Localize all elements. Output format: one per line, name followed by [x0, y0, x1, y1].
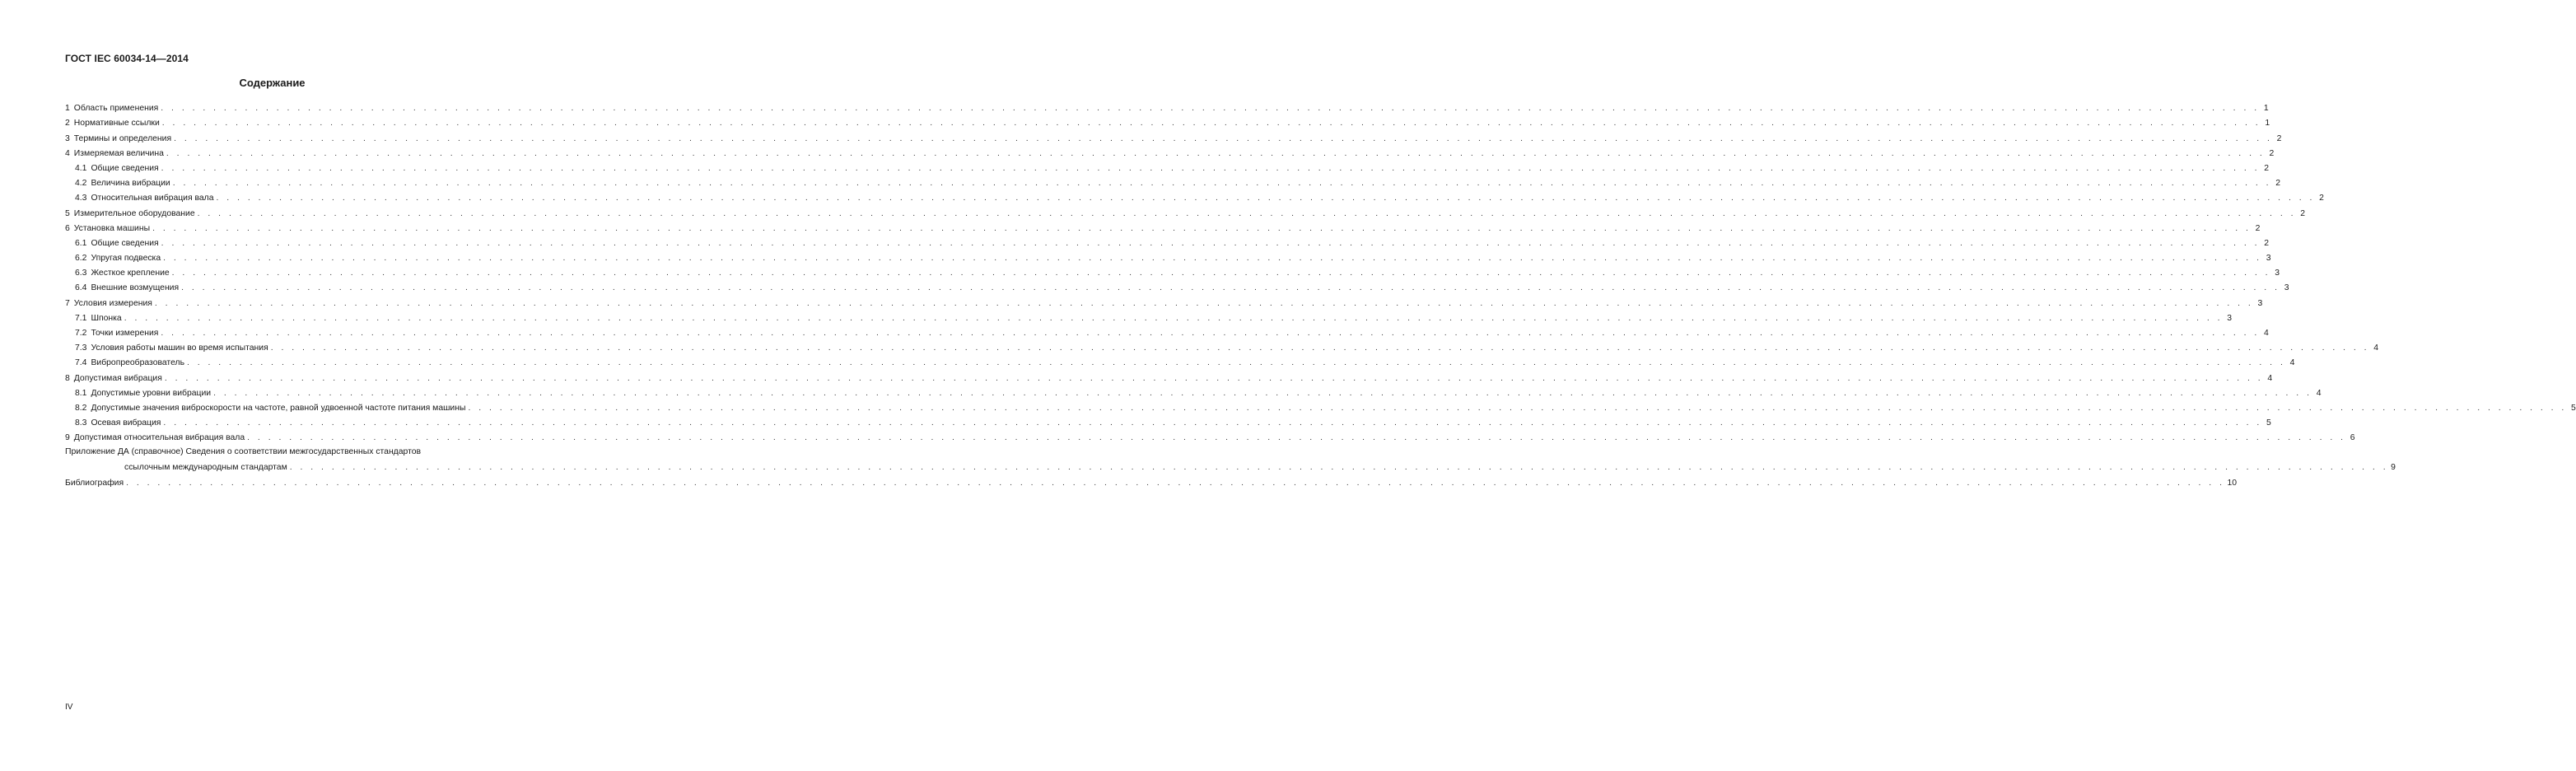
- toc-entry-page: 3: [2227, 313, 2233, 323]
- toc-entry-number: 8.1: [75, 388, 87, 398]
- toc-entry-page: 2: [2276, 133, 2282, 143]
- toc-entry-label: Шпонка: [91, 313, 122, 323]
- toc-entry-label: Допустимая относительная вибрация вала: [73, 433, 245, 443]
- toc-entry-number: 4.3: [75, 194, 87, 203]
- toc-entry[interactable]: [65, 160, 2270, 175]
- toc-leader-dots: . . . . . . . . . . . . . . . . . . . . . . . . . . . . . . . . . . . . . . . . . . . . . . . . . . . . . . . . . . . . . . . . . . . . . . . . . . . . . . . . . . . . . . . . . . . . . . . . . . . . . . . . . . . . . . . . . . . . . . . . . . . . . . . . . . . . . . . . . . . . . . . . . . . . . . . . . . . . . . . . . . . . . . . . . . . . . . . . . . . . . . . . . . . . . . . . . . . . . . . .: [172, 179, 2272, 189]
- toc-entry-label: Общие сведения: [91, 163, 159, 173]
- toc-entry[interactable]: [65, 204, 2305, 219]
- toc-leader-dots: . . . . . . . . . . . . . . . . . . . . . . . . . . . . . . . . . . . . . . . . . . . . . . . . . . . . . . . . . . . . . . . . . . . . . . . . . . . . . . . . . . . . . . . . . . . . . . . . . . . . . . . . . . . . . . . . . . . . . . . . . . . . . . . . . . . . . . . . . . . . . . . . . . . . . . . . . . . . . . . . . . . . . . . . . . . . . . . . . . . . . . . . . . . . . . . . . . . . . . . .: [213, 388, 2312, 398]
- toc-entry-number: 6: [65, 223, 70, 233]
- toc-entry-page: 2: [2264, 163, 2270, 173]
- toc-entry-number: 4.2: [75, 179, 87, 189]
- toc-entry[interactable]: [65, 354, 2295, 369]
- bibliography-page: 10: [2227, 478, 2238, 488]
- toc-leader-dots: . . . . . . . . . . . . . . . . . . . . . . . . . . . . . . . . . . . . . . . . . . . . . . . . . . . . . . . . . . . . . . . . . . . . . . . . . . . . . . . . . . . . . . . . . . . . . . . . . . . . . . . . . . . . . . . . . . . . . . . . . . . . . . . . . . . . . . . . . . . . . . . . . . . . . . . . . . . . . . . . . . . . . . . . . . . . . . . . . . . . . . . . . . . . . . . . . . . . . . . .: [124, 313, 2224, 323]
- appendix-page: 9: [2391, 463, 2396, 473]
- toc-entry-page: 3: [2266, 254, 2271, 264]
- toc-leader-dots: . . . . . . . . . . . . . . . . . . . . . . . . . . . . . . . . . . . . . . . . . . . . . . . . . . . . . . . . . . . . . . . . . . . . . . . . . . . . . . . . . . . . . . . . . . . . . . . . . . . . . . . . . . . . . . . . . . . . . . . . . . . . . . . . . . . . . . . . . . . . . . . . . . . . . . . . . . . . . . . . . . . . . . . . . . . . . . . . . . . . . . . . . . . . . . . . . . . . . . . .: [126, 478, 2225, 488]
- toc-entry-page: 5: [2571, 403, 2576, 413]
- toc-entry-page: 4: [2316, 388, 2322, 398]
- toc-entry-number: 7.2: [75, 329, 87, 338]
- toc-leader-dots: . . . . . . . . . . . . . . . . . . . . . . . . . . . . . . . . . . . . . . . . . . . . . . . . . . . . . . . . . . . . . . . . . . . . . . . . . . . . . . . . . . . . . . . . . . . . . . . . . . . . . . . . . . . . . . . . . . . . . . . . . . . . . . . . . . . . . . . . . . . . . . . . . . . . . . . . . . . . . . . . . . . . . . . . . . . . . . . . . . . . . . . . . . . . . . . . . . . . . . . .: [166, 148, 2266, 158]
- toc-entry-label: Условия измерения: [73, 298, 152, 308]
- toc-entry-page: 3: [2257, 298, 2263, 308]
- document-header: ГОСТ IEC 60034-14—2014: [65, 53, 189, 64]
- toc-entry-number: 5: [65, 208, 70, 218]
- toc-entry-number: 8: [65, 373, 70, 383]
- toc-entry-label: Допустимые значения виброскорости на частоте, равной удвоенной частоте питания машины: [91, 403, 466, 413]
- table-of-contents: [65, 100, 2576, 489]
- toc-entry-number: 6.2: [75, 254, 87, 264]
- toc-entry[interactable]: [65, 294, 2263, 309]
- toc-appendix-entry[interactable]: [65, 446, 2396, 474]
- toc-entry-label: Осевая вибрация: [91, 418, 161, 428]
- toc-entry-page: 4: [2267, 373, 2273, 383]
- toc-leader-dots: . . . . . . . . . . . . . . . . . . . . . . . . . . . . . . . . . . . . . . . . . . . . . . . . . . . . . . . . . . . . . . . . . . . . . . . . . . . . . . . . . . . . . . . . . . . . . . . . . . . . . . . . . . . . . . . . . . . . . . . . . . . . . . . . . . . . . . . . . . . . . . . . . . . . . . . . . . . . . . . . . . . . . . . . . . . . . . . . . . . . . . . . . . . . . . . . . . . . . . . .: [247, 433, 2346, 443]
- toc-entry-label: Общие сведения: [91, 238, 159, 248]
- toc-entry[interactable]: [65, 264, 2280, 279]
- toc-entry[interactable]: [65, 235, 2270, 250]
- appendix-title-line: Приложение ДА (справочное) Сведения о соответствии межгосударственных стандартов: [65, 447, 422, 457]
- toc-entry-number: 6.1: [75, 238, 87, 248]
- toc-leader-dots: . . . . . . . . . . . . . . . . . . . . . . . . . . . . . . . . . . . . . . . . . . . . . . . . . . . . . . . . . . . . . . . . . . . . . . . . . . . . . . . . . . . . . . . . . . . . . . . . . . . . . . . . . . . . . . . . . . . . . . . . . . . . . . . . . . . . . . . . . . . . . . . . . . . . . . . . . . . . . . . . . . . . . . . . . . . . . . . . . . . . . . . . . . . . . . . . . . . . . . . .: [152, 223, 2252, 233]
- toc-entry-label: Нормативные ссылки: [73, 119, 160, 128]
- toc-entry-number: 4: [65, 148, 70, 158]
- toc-entry-number: 9: [65, 433, 70, 443]
- toc-leader-dots: . . . . . . . . . . . . . . . . . . . . . . . . . . . . . . . . . . . . . . . . . . . . . . . . . . . . . . . . . . . . . . . . . . . . . . . . . . . . . . . . . . . . . . . . . . . . . . . . . . . . . . . . . . . . . . . . . . . . . . . . . . . . . . . . . . . . . . . . . . . . . . . . . . . . . . . . . . . . . . . . . . . . . . . . . . . . . . . . . . . . . . . . . . . . . . . . . . . . . . . .: [164, 373, 2264, 383]
- toc-entry-label: Термины и определения: [73, 133, 172, 143]
- toc-entry[interactable]: [65, 369, 2273, 384]
- toc-leader-dots: . . . . . . . . . . . . . . . . . . . . . . . . . . . . . . . . . . . . . . . . . . . . . . . . . . . . . . . . . . . . . . . . . . . . . . . . . . . . . . . . . . . . . . . . . . . . . . . . . . . . . . . . . . . . . . . . . . . . . . . . . . . . . . . . . . . . . . . . . . . . . . . . . . . . . . . . . . . . . . . . . . . . . . . . . . . . . . . . . . . . . . . . . . . . . . . . . . . . . . . .: [163, 254, 2262, 264]
- toc-entry-page: 1: [2263, 104, 2269, 114]
- toc-entry-page: 4: [2373, 343, 2379, 353]
- toc-leader-dots: . . . . . . . . . . . . . . . . . . . . . . . . . . . . . . . . . . . . . . . . . . . . . . . . . . . . . . . . . . . . . . . . . . . . . . . . . . . . . . . . . . . . . . . . . . . . . . . . . . . . . . . . . . . . . . . . . . . . . . . . . . . . . . . . . . . . . . . . . . . . . . . . . . . . . . . . . . . . . . . . . . . . . . . . . . . . . . . . . . . . . . . . . . . . . . . . . . . . . . . .: [174, 133, 2273, 143]
- page-title: Содержание: [239, 77, 306, 89]
- toc-entry-number: 8.2: [75, 403, 87, 413]
- toc-leader-dots: . . . . . . . . . . . . . . . . . . . . . . . . . . . . . . . . . . . . . . . . . . . . . . . . . . . . . . . . . . . . . . . . . . . . . . . . . . . . . . . . . . . . . . . . . . . . . . . . . . . . . . . . . . . . . . . . . . . . . . . . . . . . . . . . . . . . . . . . . . . . . . . . . . . . . . . . . . . . . . . . . . . . . . . . . . . . . . . . . . . . . . . . . . . . . . . . . . . . . . . .: [161, 238, 2261, 248]
- toc-leader-dots: . . . . . . . . . . . . . . . . . . . . . . . . . . . . . . . . . . . . . . . . . . . . . . . . . . . . . . . . . . . . . . . . . . . . . . . . . . . . . . . . . . . . . . . . . . . . . . . . . . . . . . . . . . . . . . . . . . . . . . . . . . . . . . . . . . . . . . . . . . . . . . . . . . . . . . . . . . . . . . . . . . . . . . . . . . . . . . . . . . . . . . . . . . . . . . . . . . . . . . . .: [216, 194, 2315, 203]
- toc-entry-number: 4.1: [75, 163, 87, 173]
- toc-entry-number: 7: [65, 298, 70, 308]
- toc-leader-dots: . . . . . . . . . . . . . . . . . . . . . . . . . . . . . . . . . . . . . . . . . . . . . . . . . . . . . . . . . . . . . . . . . . . . . . . . . . . . . . . . . . . . . . . . . . . . . . . . . . . . . . . . . . . . . . . . . . . . . . . . . . . . . . . . . . . . . . . . . . . . . . . . . . . . . . . . . . . . . . . . . . . . . . . . . . . . . . . . . . . . . . . . . . . . . . . . . . . . . . . .: [181, 283, 2280, 293]
- toc-leader-dots: . . . . . . . . . . . . . . . . . . . . . . . . . . . . . . . . . . . . . . . . . . . . . . . . . . . . . . . . . . . . . . . . . . . . . . . . . . . . . . . . . . . . . . . . . . . . . . . . . . . . . . . . . . . . . . . . . . . . . . . . . . . . . . . . . . . . . . . . . . . . . . . . . . . . . . . . . . . . . . . . . . . . . . . . . . . . . . . . . . . . . . . . . . . . . . . . . . . . . . . .: [468, 403, 2567, 413]
- toc-entry[interactable]: [65, 114, 2270, 129]
- toc-entry-page: 4: [2263, 329, 2269, 338]
- toc-entry-label: Область применения: [73, 104, 159, 114]
- toc-entry-number: 6.4: [75, 283, 87, 293]
- appendix-title-continuation: ссылочным международным стандартам: [124, 463, 287, 473]
- bibliography-label: Библиография: [65, 478, 124, 488]
- toc-entry[interactable]: [65, 250, 2271, 264]
- toc-entry-page: 2: [2275, 179, 2281, 189]
- toc-entry-label: Жесткое крепление: [91, 269, 170, 278]
- toc-entry[interactable]: [65, 400, 2576, 414]
- toc-leader-dots: . . . . . . . . . . . . . . . . . . . . . . . . . . . . . . . . . . . . . . . . . . . . . . . . . . . . . . . . . . . . . . . . . . . . . . . . . . . . . . . . . . . . . . . . . . . . . . . . . . . . . . . . . . . . . . . . . . . . . . . . . . . . . . . . . . . . . . . . . . . . . . . . . . . . . . . . . . . . . . . . . . . . . . . . . . . . . . . . . . . . . . . . . . . . . . . . . . . . . . . .: [161, 104, 2260, 114]
- toc-entry-page: 2: [2300, 208, 2305, 218]
- toc-entry-label: Вибропреобразователь: [91, 358, 184, 368]
- toc-entry-page: 4: [2289, 358, 2295, 368]
- toc-entry-number: 7.3: [75, 343, 87, 353]
- toc-entry-page: 5: [2266, 418, 2271, 428]
- toc-entry-label: Относительная вибрация вала: [91, 194, 214, 203]
- toc-entry[interactable]: [65, 414, 2271, 429]
- toc-leader-dots: . . . . . . . . . . . . . . . . . . . . . . . . . . . . . . . . . . . . . . . . . . . . . . . . . . . . . . . . . . . . . . . . . . . . . . . . . . . . . . . . . . . . . . . . . . . . . . . . . . . . . . . . . . . . . . . . . . . . . . . . . . . . . . . . . . . . . . . . . . . . . . . . . . . . . . . . . . . . . . . . . . . . . . . . . . . . . . . . . . . . . . . . . . . . . . . . . . . . . . . .: [197, 208, 2296, 218]
- toc-entry-label: Допустимая вибрация: [73, 373, 162, 383]
- toc-entry-label: Точки измерения: [91, 329, 159, 338]
- toc-entry[interactable]: [65, 279, 2289, 294]
- toc-entry-page: 6: [2350, 433, 2355, 443]
- toc-leader-dots: . . . . . . . . . . . . . . . . . . . . . . . . . . . . . . . . . . . . . . . . . . . . . . . . . . . . . . . . . . . . . . . . . . . . . . . . . . . . . . . . . . . . . . . . . . . . . . . . . . . . . . . . . . . . . . . . . . . . . . . . . . . . . . . . . . . . . . . . . . . . . . . . . . . . . . . . . . . . . . . . . . . . . . . . . . . . . . . . . . . . . . . . . . . . . . . . . . . . . . . .: [171, 269, 2271, 278]
- toc-bibliography-entry[interactable]: [65, 474, 2238, 488]
- toc-entry-number: 3: [65, 133, 70, 143]
- toc-leader-dots: . . . . . . . . . . . . . . . . . . . . . . . . . . . . . . . . . . . . . . . . . . . . . . . . . . . . . . . . . . . . . . . . . . . . . . . . . . . . . . . . . . . . . . . . . . . . . . . . . . . . . . . . . . . . . . . . . . . . . . . . . . . . . . . . . . . . . . . . . . . . . . . . . . . . . . . . . . . . . . . . . . . . . . . . . . . . . . . . . . . . . . . . . . . . . . . . . . . . . . . .: [154, 298, 2254, 308]
- toc-leader-dots: . . . . . . . . . . . . . . . . . . . . . . . . . . . . . . . . . . . . . . . . . . . . . . . . . . . . . . . . . . . . . . . . . . . . . . . . . . . . . . . . . . . . . . . . . . . . . . . . . . . . . . . . . . . . . . . . . . . . . . . . . . . . . . . . . . . . . . . . . . . . . . . . . . . . . . . . . . . . . . . . . . . . . . . . . . . . . . . . . . . . . . . . . . . . . . . . . . . . . . . .: [161, 163, 2261, 173]
- toc-entry-number: 8.3: [75, 418, 87, 428]
- toc-entry-page: 2: [2319, 194, 2324, 203]
- toc-entry-label: Внешние возмущения: [91, 283, 180, 293]
- toc-entry-page: 3: [2284, 283, 2289, 293]
- page-number-footer: IV: [65, 703, 73, 712]
- toc-entry[interactable]: [65, 310, 2233, 325]
- toc-entry-label: Величина вибрации: [91, 179, 170, 189]
- toc-entry[interactable]: [65, 429, 2355, 444]
- toc-entry-page: 3: [2275, 269, 2280, 278]
- toc-leader-dots: . . . . . . . . . . . . . . . . . . . . . . . . . . . . . . . . . . . . . . . . . . . . . . . . . . . . . . . . . . . . . . . . . . . . . . . . . . . . . . . . . . . . . . . . . . . . . . . . . . . . . . . . . . . . . . . . . . . . . . . . . . . . . . . . . . . . . . . . . . . . . . . . . . . . . . . . . . . . . . . . . . . . . . . . . . . . . . . . . . . . . . . . . . . . . . . . . . . . . . . .: [186, 358, 2286, 368]
- toc-leader-dots: . . . . . . . . . . . . . . . . . . . . . . . . . . . . . . . . . . . . . . . . . . . . . . . . . . . . . . . . . . . . . . . . . . . . . . . . . . . . . . . . . . . . . . . . . . . . . . . . . . . . . . . . . . . . . . . . . . . . . . . . . . . . . . . . . . . . . . . . . . . . . . . . . . . . . . . . . . . . . . . . . . . . . . . . . . . . . . . . . . . . . . . . . . . . . . . . . . . . . . . .: [161, 329, 2260, 338]
- toc-leader-dots: . . . . . . . . . . . . . . . . . . . . . . . . . . . . . . . . . . . . . . . . . . . . . . . . . . . . . . . . . . . . . . . . . . . . . . . . . . . . . . . . . . . . . . . . . . . . . . . . . . . . . . . . . . . . . . . . . . . . . . . . . . . . . . . . . . . . . . . . . . . . . . . . . . . . . . . . . . . . . . . . . . . . . . . . . . . . . . . . . . . . . . . . . . . . . . . . . . . . . . . .: [161, 119, 2261, 128]
- toc-entry-label: Упругая подвеска: [91, 254, 161, 264]
- toc-entry-label: Измеряемая величина: [73, 148, 164, 158]
- toc-entry[interactable]: [65, 339, 2379, 354]
- toc-leader-dots: . . . . . . . . . . . . . . . . . . . . . . . . . . . . . . . . . . . . . . . . . . . . . . . . . . . . . . . . . . . . . . . . . . . . . . . . . . . . . . . . . . . . . . . . . . . . . . . . . . . . . . . . . . . . . . . . . . . . . . . . . . . . . . . . . . . . . . . . . . . . . . . . . . . . . . . . . . . . . . . . . . . . . . . . . . . . . . . . . . . . . . . . . . . . . . . . . . . . . . . .: [163, 418, 2262, 428]
- toc-entry-page: 2: [2255, 223, 2261, 233]
- toc-entry[interactable]: [65, 325, 2269, 339]
- toc-leader-dots: . . . . . . . . . . . . . . . . . . . . . . . . . . . . . . . . . . . . . . . . . . . . . . . . . . . . . . . . . . . . . . . . . . . . . . . . . . . . . . . . . . . . . . . . . . . . . . . . . . . . . . . . . . . . . . . . . . . . . . . . . . . . . . . . . . . . . . . . . . . . . . . . . . . . . . . . . . . . . . . . . . . . . . . . . . . . . . . . . . . . . . . . . . . . . . . . . . . . . . . .: [270, 343, 2370, 353]
- toc-entry[interactable]: [65, 189, 2324, 204]
- toc-entry[interactable]: [65, 145, 2275, 160]
- toc-entry-number: 7.4: [75, 358, 87, 368]
- toc-entry-label: Допустимые уровни вибрации: [91, 388, 212, 398]
- toc-entry[interactable]: [65, 385, 2322, 400]
- toc-entry-number: 2: [65, 119, 70, 128]
- toc-entry[interactable]: [65, 220, 2261, 235]
- toc-entry-number: 1: [65, 104, 70, 114]
- toc-entry-number: 6.3: [75, 269, 87, 278]
- toc-entry[interactable]: [65, 129, 2282, 144]
- toc-leader-dots: . . . . . . . . . . . . . . . . . . . . . . . . . . . . . . . . . . . . . . . . . . . . . . . . . . . . . . . . . . . . . . . . . . . . . . . . . . . . . . . . . . . . . . . . . . . . . . . . . . . . . . . . . . . . . . . . . . . . . . . . . . . . . . . . . . . . . . . . . . . . . . . . . . . . . . . . . . . . . . . . . . . . . . . . . . . . . . . . . . . . . . . . . . . . . . . . . . . . . . . .: [289, 463, 2389, 473]
- toc-entry-number: 7.1: [75, 313, 87, 323]
- toc-entry-label: Условия работы машин во время испытания: [91, 343, 268, 353]
- toc-entry[interactable]: [65, 175, 2281, 189]
- toc-entry-page: 1: [2265, 119, 2270, 128]
- toc-entry-label: Измерительное оборудование: [73, 208, 195, 218]
- toc-entry-label: Установка машины: [73, 223, 151, 233]
- toc-entry-page: 2: [2264, 238, 2270, 248]
- toc-entry-page: 2: [2269, 148, 2275, 158]
- toc-entry[interactable]: [65, 100, 2269, 114]
